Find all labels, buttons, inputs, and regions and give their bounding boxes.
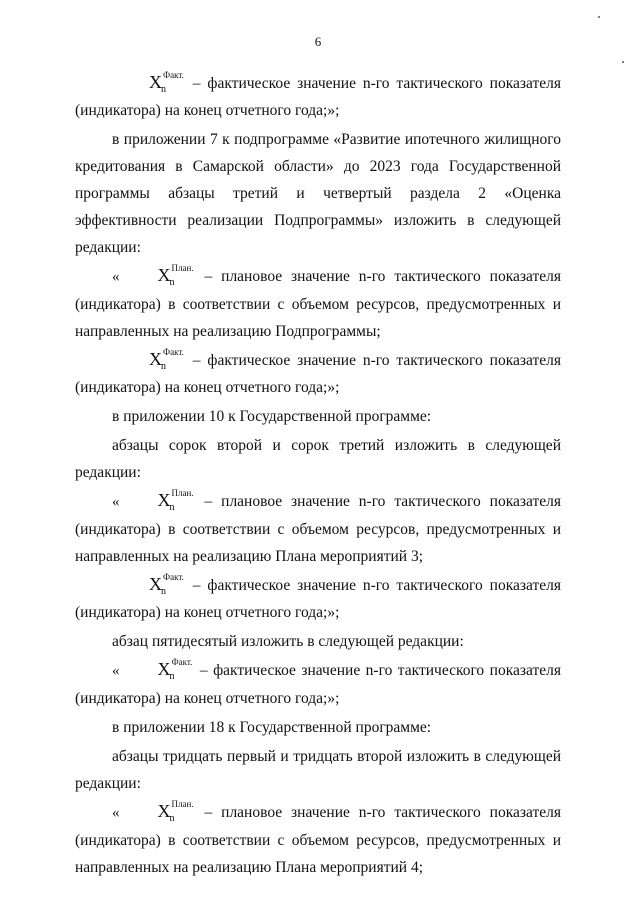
paragraph-amendment-app18: в приложении 18 к Государственной программе: — [112, 719, 432, 736]
definition-plan-2: « $X^{План.}$ n – плановое значение n-го тактического показателя (индикатора) в соответствии с объемом ресурсов, предусмотренных и направленных на реализацию Плана мероприятий 3; — [75, 488, 561, 565]
formula-symbol: $X^{Факт.}$ n — [149, 572, 184, 597]
formula-symbol: $X^{План.}$ n — [157, 799, 194, 824]
paragraph-instruction-3: абзацы тридцать первый и тридцать второй изложить в следующей редакции: — [75, 748, 561, 792]
definition-plan-3: « $X^{План.}$ n – плановое значение n-го тактического показателя (индикатора) в соответствии с объемом ресурсов, предусмотренных и направленных на реализацию Плана мероприятий 4; — [75, 799, 561, 876]
formula-symbol: $X^{План.}$ n — [157, 263, 194, 288]
definition-text: – фактическое значение n-го тактического показателя (индикатора) на конец отчетного года;»; — [75, 352, 562, 396]
scan-speck — [622, 61, 624, 63]
definition-text: – фактическое значение n-го тактического показателя (индикатора) на конец отчетного года;»; — [75, 75, 562, 119]
definition-text: – фактическое значение n-го тактического показателя (индикатора) на конец отчетного года;»; — [75, 662, 561, 707]
definition-fact-4: « $X^{Факт.}$ n – фактическое значение n-го тактического показателя (индикатора) на конец отчетного года;»; — [75, 657, 561, 707]
paragraph-amendment-app7: в приложении 7 к подпрограмме «Развитие ипотечного жилищного кредитования в Самарской области» до 2023 года Государственной программы абзацы третий и четвертый раздела 2 «Оценка эффективности реализации Подпрограммы» изложить в следующей редакции: — [75, 131, 561, 256]
scan-speck — [598, 16, 600, 18]
definition-fact-3 — [75, 572, 561, 626]
definition-text: – плановое значение n-го тактического показателя (индикатора) в соответствии с объемом ресурсов, предусмотренных и направленных на реализацию Плана мероприятий 3; — [75, 493, 561, 565]
definition-text: – плановое значение n-го тактического показателя (индикатора) в соответствии с объемом ресурсов, предусмотренных и направленных на реализацию Подпрограммы; — [75, 268, 561, 340]
formula-symbol: $X^{Факт.}$ n — [149, 347, 184, 372]
definition-text: – плановое значение n-го тактического показателя (индикатора) в соответствии с объемом ресурсов, предусмотренных и направленных на реализацию Плана мероприятий 4; — [75, 804, 561, 876]
definition-fact-1 — [75, 70, 561, 124]
paragraph-instruction-2: абзац пятидесятый изложить в следующей редакции: — [112, 633, 464, 650]
formula-symbol: $X^{Факт.}$ n — [157, 657, 193, 682]
page-number: 6 — [314, 34, 322, 49]
definition-fact-2 — [75, 347, 561, 401]
definition-plan-1: « $X^{План.}$ n – плановое значение n-го тактического показателя (индикатора) в соответствии с объемом ресурсов, предусмотренных и направленных на реализацию Подпрограммы; — [75, 263, 561, 340]
paragraph-instruction-1: абзацы сорок второй и сорок третий изложить в следующей редакции: — [75, 437, 561, 481]
document-body — [75, 70, 561, 883]
formula-symbol: $X^{Факт.}$ n — [149, 70, 184, 95]
paragraph-amendment-app10: в приложении 10 к Государственной программе: — [112, 408, 432, 425]
formula-symbol: $X^{План.}$ n — [157, 488, 194, 513]
definition-text: – фактическое значение n-го тактического показателя (индикатора) на конец отчетного года;»; — [75, 577, 562, 621]
